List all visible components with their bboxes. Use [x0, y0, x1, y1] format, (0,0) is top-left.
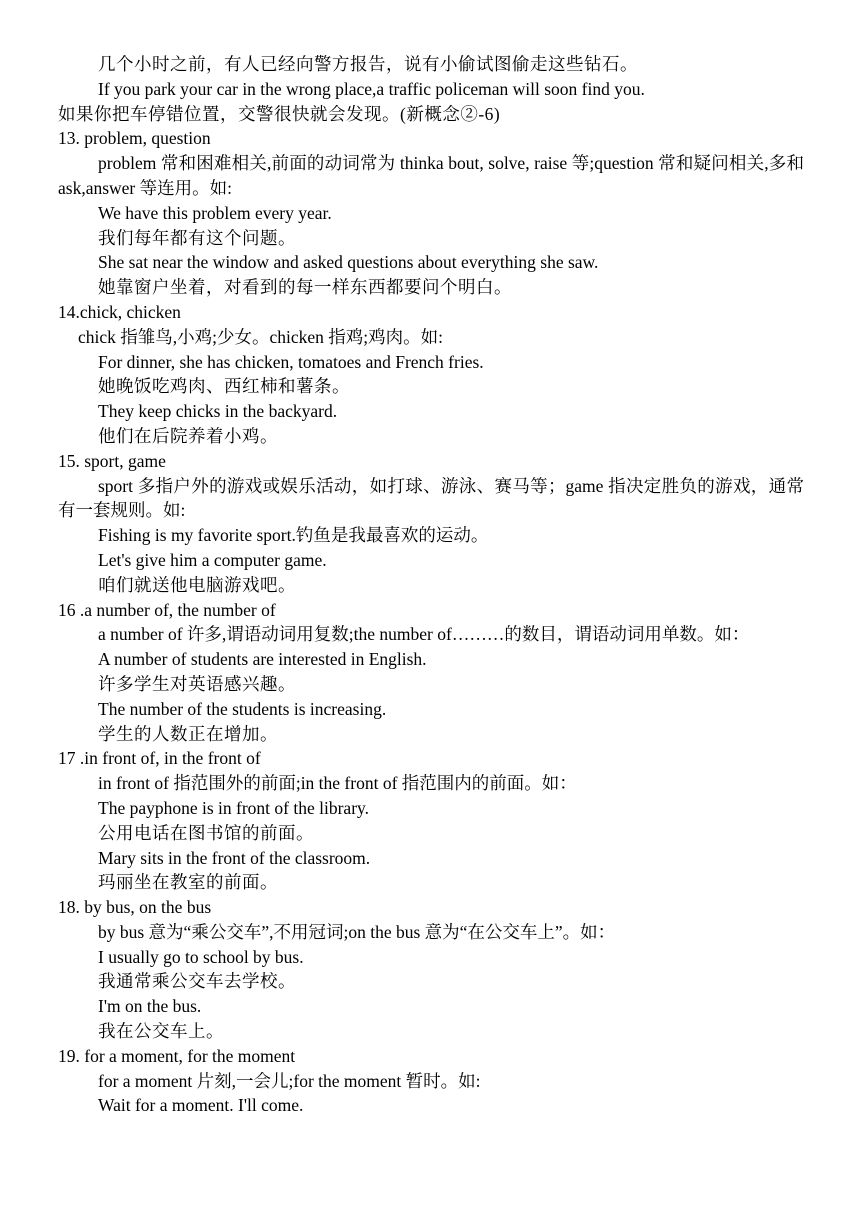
example-sentence: Fishing is my favorite sport.钓鱼是我最喜欢的运动。 — [98, 525, 489, 546]
translation-line: 公用电话在图书馆的前面。 — [98, 822, 314, 843]
translation-line: 几个小时之前，有人已经向警方报告，说有小偷试图偷走这些钻石。 — [98, 54, 638, 74]
translation-line: 许多学生对英语感兴趣。 — [98, 673, 296, 694]
translation-line: 学生的人数正在增加。 — [98, 723, 278, 744]
section-heading: 17 .in front of, in the front of — [58, 748, 261, 769]
document-body — [58, 52, 804, 1118]
example-sentence: Mary sits in the front of the classroom. — [98, 847, 371, 868]
section-heading: 18. by bus, on the bus — [58, 897, 212, 918]
section-heading: 19. for a moment, for the moment — [58, 1045, 296, 1066]
example-sentence: The number of the students is increasing. — [98, 698, 387, 719]
translation-line: 如果你把车停错位置，交警很快就会发现。(新概念②-6) — [58, 103, 501, 124]
translation-line: 咱们就送他电脑游戏吧。 — [98, 574, 296, 595]
section-heading: 16 .a number of, the number of — [58, 599, 276, 620]
translation-line: 我们每年都有这个问题。 — [98, 227, 296, 248]
example-sentence: I'm on the bus. — [98, 996, 202, 1017]
translation-line: 玛丽坐在教室的前面。 — [98, 872, 278, 893]
explanation-paragraph: sport 多指户外的游戏或娱乐活动，如打球、游泳、赛马等；game 指决定胜负的游戏，通常有一套规则。如: — [58, 475, 804, 521]
example-sentence: I usually go to school by bus. — [98, 946, 304, 967]
example-sentence: Wait for a moment. I'll come. — [98, 1095, 304, 1116]
explanation-paragraph: by bus 意为“乘公交车”,不用冠词;on the bus 意为“在公交车上”。如： — [98, 921, 616, 942]
example-sentence: She sat near the window and asked questions about everything she saw. — [98, 252, 599, 273]
translation-line: 她靠窗户坐着，对看到的每一样东西都要问个明白。 — [98, 277, 512, 298]
example-sentence: A number of students are interested in English. — [98, 649, 427, 670]
explanation-paragraph: problem 常和困难相关,前面的动词常为 thinka bout, solve, raise 等;question 常和疑问相关,多和 ask,answer 等连用。如: — [58, 153, 804, 198]
example-sentence: For dinner, she has chicken, tomatoes and French fries. — [98, 351, 484, 372]
example-sentence: The payphone is in front of the library. — [98, 797, 370, 818]
section-heading: 13. problem, question — [58, 128, 211, 149]
translation-line: 他们在后院养着小鸡。 — [98, 425, 278, 446]
example-sentence: They keep chicks in the backyard. — [98, 401, 338, 422]
example-sentence: We have this problem every year. — [98, 202, 332, 223]
translation-line: 我通常乘公交车去学校。 — [98, 971, 296, 992]
translation-line: 她晚饭吃鸡肉、西红柿和薯条。 — [98, 376, 350, 397]
explanation-paragraph: in front of 指范围外的前面;in the front of 指范围内的前面。如： — [98, 773, 577, 794]
translation-line: 我在公交车上。 — [98, 1021, 224, 1042]
explanation-paragraph: for a moment 片刻,一会儿;for the moment 暂时。如: — [98, 1070, 481, 1091]
explanation-paragraph: a number of 许多,谓语动词用复数;the number of………的数目，谓语动词用单数。如： — [98, 624, 750, 645]
example-sentence: Let's give him a computer game. — [98, 549, 327, 570]
section-heading: 14.chick, chicken — [58, 301, 181, 322]
example-sentence: If you park your car in the wrong place,a traffic policeman will soon find you. — [98, 78, 645, 99]
section-heading: 15. sport, game — [58, 450, 166, 471]
explanation-paragraph: chick 指雏鸟,小鸡;少女。chicken 指鸡;鸡肉。如: — [78, 326, 444, 347]
